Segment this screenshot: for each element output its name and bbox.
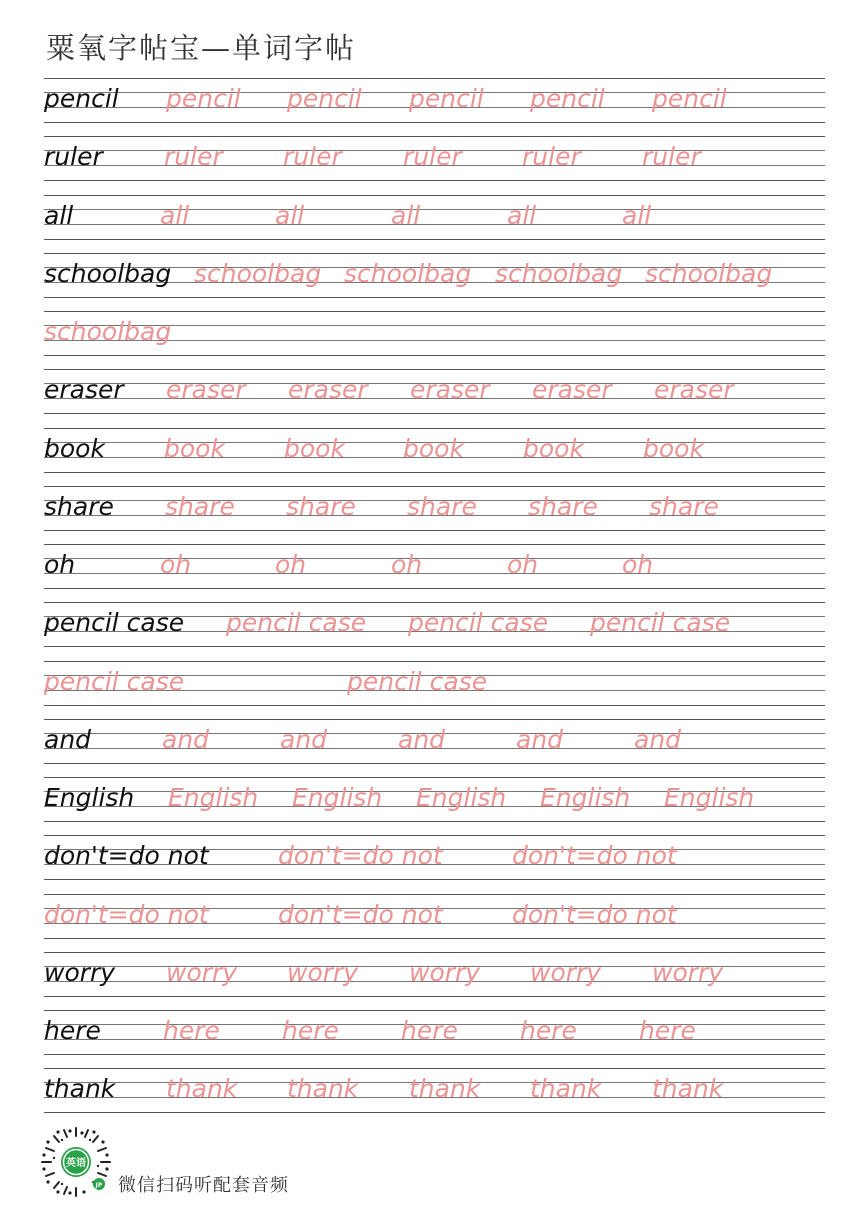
trace-word: pencil (409, 84, 484, 113)
practice-row (44, 195, 825, 253)
trace-word: here (282, 1016, 339, 1045)
trace-word: eraser (410, 375, 490, 405)
trace-word: schoolbag (645, 258, 773, 288)
trace-word: pencil (166, 84, 241, 113)
practice-row (44, 952, 825, 1010)
trace-word: oh (160, 550, 192, 579)
trace-word: all (391, 200, 421, 230)
model-word: all (44, 200, 74, 230)
scan-hint-text: 微信扫码听配套音频 (118, 1175, 289, 1196)
trace-word: here (163, 1016, 220, 1045)
practice-row (44, 602, 825, 660)
trace-word: pencil case (408, 608, 549, 638)
trace-word: English (292, 783, 383, 812)
trace-word: and (162, 724, 210, 754)
trace-word: schoolbag (44, 317, 172, 346)
trace-word: worry (287, 957, 359, 987)
trace-word: pencil case (226, 608, 367, 638)
trace-word: all (160, 200, 190, 230)
trace-word: share (286, 491, 356, 521)
trace-word: thank (409, 1074, 481, 1104)
trace-word: here (520, 1016, 577, 1045)
mini-program-code-icon[interactable] (40, 1126, 112, 1198)
trace-word: and (398, 724, 446, 754)
trace-word: pencil case (44, 666, 185, 696)
trace-word: eraser (288, 375, 368, 405)
trace-word: ruler (283, 142, 342, 172)
practice-sheet (44, 78, 825, 1127)
trace-word: pencil case (347, 666, 488, 696)
trace-word: worry (530, 957, 602, 987)
trace-word: and (516, 724, 564, 754)
practice-row (44, 311, 825, 369)
practice-row (44, 777, 825, 835)
model-word: and (44, 724, 92, 754)
trace-word: don't=do not (278, 841, 443, 871)
trace-word: all (507, 200, 537, 230)
practice-row (44, 369, 825, 427)
trace-word: don't=do not (44, 899, 209, 929)
small-badge-label: JP (95, 1182, 103, 1189)
trace-word: worry (652, 957, 724, 987)
trace-word: and (280, 724, 328, 754)
trace-word: book (164, 433, 225, 463)
trace-word: English (664, 783, 755, 812)
model-word: oh (44, 550, 76, 579)
trace-word: here (639, 1016, 696, 1045)
trace-word: oh (622, 550, 654, 579)
trace-word: share (407, 491, 477, 521)
trace-word: book (643, 433, 704, 463)
trace-word: thank (166, 1074, 238, 1104)
trace-word: schoolbag (194, 258, 322, 288)
model-word: worry (44, 957, 116, 987)
trace-word: eraser (654, 375, 734, 405)
trace-word: worry (409, 957, 481, 987)
trace-word: pencil (287, 84, 362, 113)
trace-word: English (540, 783, 631, 812)
practice-row (44, 719, 825, 777)
practice-row (44, 894, 825, 952)
model-word: English (44, 783, 135, 812)
trace-word: book (403, 433, 464, 463)
model-word: pencil case (44, 608, 185, 638)
practice-row (44, 136, 825, 194)
trace-word: and (634, 724, 682, 754)
model-word: eraser (44, 375, 124, 405)
model-word: pencil (44, 84, 119, 113)
trace-word: oh (391, 550, 423, 579)
trace-word: don't=do not (278, 899, 443, 929)
model-word: don't=do not (44, 841, 209, 871)
trace-word: thank (287, 1074, 359, 1104)
model-word: here (44, 1016, 101, 1045)
trace-word: pencil (652, 84, 727, 113)
model-word: book (44, 433, 105, 463)
trace-word: schoolbag (495, 258, 623, 288)
practice-row (44, 428, 825, 486)
trace-word: thank (652, 1074, 724, 1104)
trace-word: here (401, 1016, 458, 1045)
trace-word: ruler (522, 142, 581, 172)
trace-word: English (168, 783, 259, 812)
trace-word: schoolbag (344, 258, 472, 288)
trace-word: thank (530, 1074, 602, 1104)
trace-word: share (165, 491, 235, 521)
page-title: 粟氧字帖宝—单词字帖 (46, 31, 357, 65)
trace-word: all (275, 200, 305, 230)
model-word: share (44, 491, 114, 521)
practice-row (44, 661, 825, 719)
model-word: ruler (44, 142, 103, 172)
trace-word: share (649, 491, 719, 521)
practice-row (44, 1010, 825, 1068)
trace-word: all (622, 200, 652, 230)
trace-word: book (523, 433, 584, 463)
trace-word: eraser (532, 375, 612, 405)
trace-word: English (416, 783, 507, 812)
trace-word: oh (275, 550, 307, 579)
trace-word: pencil (530, 84, 605, 113)
trace-word: worry (166, 957, 238, 987)
practice-row (44, 253, 825, 311)
trace-word: share (528, 491, 598, 521)
trace-word: book (284, 433, 345, 463)
practice-row (44, 1068, 825, 1126)
trace-word: eraser (166, 375, 246, 405)
trace-word: don't=do not (512, 841, 677, 871)
practice-row (44, 78, 825, 136)
trace-word: pencil case (590, 608, 731, 638)
trace-word: ruler (642, 142, 701, 172)
trace-word: don't=do not (512, 899, 677, 929)
trace-word: ruler (403, 142, 462, 172)
model-word: schoolbag (44, 258, 172, 288)
model-word: thank (44, 1074, 116, 1104)
practice-row (44, 835, 825, 893)
practice-row (44, 486, 825, 544)
trace-word: ruler (164, 142, 223, 172)
trace-word: oh (507, 550, 539, 579)
practice-row (44, 544, 825, 602)
badge-label: 英语 (66, 1158, 86, 1169)
